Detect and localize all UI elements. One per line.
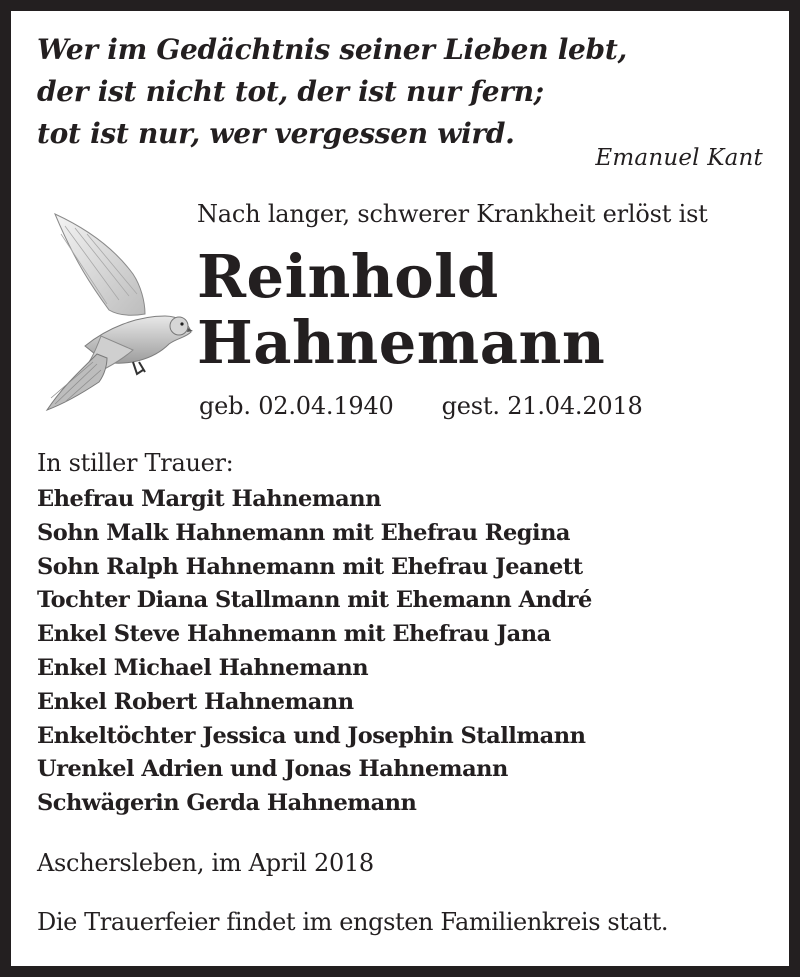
mourner: Tochter Diana Stallmann mit Ehemann André [37, 587, 592, 614]
quote-line: tot ist nur, wer vergessen wird. [37, 117, 515, 150]
first-name: Reinhold [197, 242, 499, 311]
deceased-name [197, 244, 605, 376]
mourner: Urenkel Adrien und Jonas Hahnemann [37, 756, 508, 783]
death-date: gest. 21.04.2018 [441, 392, 643, 420]
memorial-quote [37, 29, 777, 155]
quote-line: Wer im Gedächtnis seiner Lieben lebt, [37, 33, 627, 66]
mourning-label: In stiller Trauer: [37, 449, 234, 477]
mourner: Sohn Ralph Hahnemann mit Ehefrau Jeanett [37, 553, 583, 580]
quote-author: Emanuel Kant [595, 145, 763, 171]
mourner: Sohn Malk Hahnemann mit Ehefrau Regina [37, 519, 571, 546]
place-and-date: Aschersleben, im April 2018 [37, 849, 374, 877]
mourner: Enkel Michael Hahnemann [37, 654, 369, 681]
funeral-note: Die Trauerfeier findet im engsten Familienkreis statt. [37, 908, 669, 936]
mourners-list [37, 483, 592, 821]
mourner: Enkeltöchter Jessica und Josephin Stallmann [37, 722, 586, 749]
dove-icon [41, 204, 193, 414]
last-name: Hahnemann [197, 308, 606, 377]
intro-text: Nach langer, schwerer Krankheit erlöst ist [197, 200, 708, 228]
birth-date: geb. 02.04.1940 [199, 392, 394, 420]
mourner: Schwägerin Gerda Hahnemann [37, 790, 417, 817]
quote-line: der ist nicht tot, der ist nur fern; [37, 75, 544, 108]
mourner: Enkel Steve Hahnemann mit Ehefrau Jana [37, 621, 551, 648]
mourner: Enkel Robert Hahnemann [37, 688, 354, 715]
mourner: Ehefrau Margit Hahnemann [37, 486, 381, 512]
life-dates [199, 392, 643, 420]
